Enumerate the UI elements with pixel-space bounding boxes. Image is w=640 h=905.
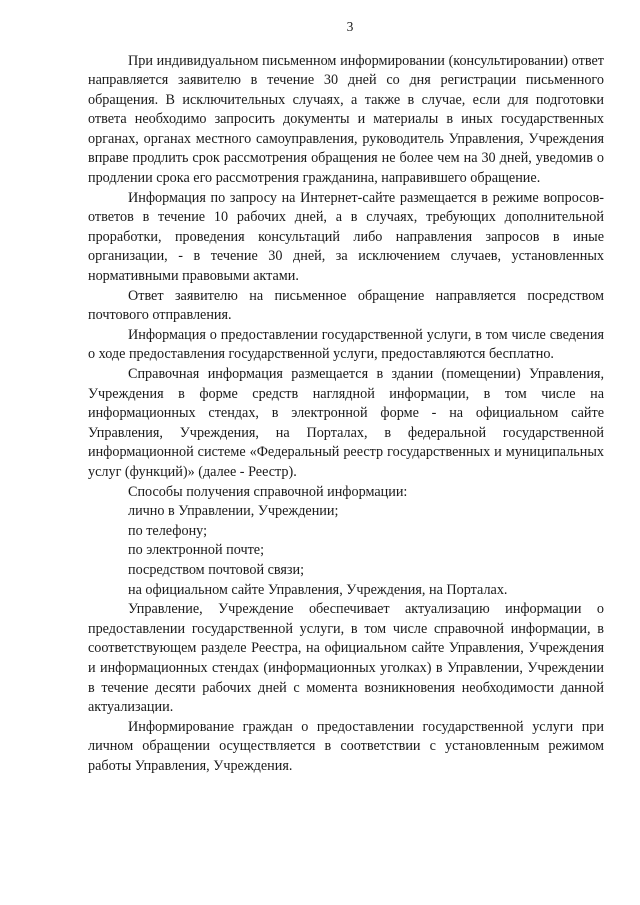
- page-number: 3: [346, 19, 354, 34]
- paragraph-actualization: Управление, Учреждение обеспечивает актуализацию информации о предоставлении государственной услуги, в том числе справочной информации, в соответствующем разделе Реестра, на официальном сайте Управления, Учреждения и информационных стендах (информационных уголках) в Управлении, Учреждении в течение десяти рабочих дней с момента возникновения необходимости данной актуализации.: [88, 601, 604, 716]
- paragraph-free-of-charge: Информация о предоставлении государственной услуги, в том числе сведения о ходе предоставления государственной услуги, предоставляются бесплатно.: [88, 326, 604, 363]
- list-item-phone: по телефону;: [128, 522, 208, 539]
- paragraph-reference-info: Справочная информация размещается в здании (помещении) Управления, Учреждения в форме средств наглядной информации, в том числе на информационных стендах, в электронной форме - на официальном сайте Управления, Учреждения, на Порталах, в федеральной государственной информационной системе «Федеральный реестр государственных и муниципальных услуг (функций)» (далее - Реестр).: [88, 366, 604, 480]
- list-item-post: посредством почтовой связи;: [128, 561, 305, 578]
- document-body: [88, 52, 604, 777]
- paragraph-postal-reply: Ответ заявителю на письменное обращение направляется посредством почтового отправления.: [88, 287, 604, 324]
- paragraph-ways-heading: Способы получения справочной информации:: [128, 483, 408, 500]
- paragraph-personal-visit: Информирование граждан о предоставлении государственной услуги при личном обращении осуществляется в соответствии с установленным режимом работы Управления, Учреждения.: [88, 718, 604, 774]
- list-item-email: по электронной почте;: [128, 542, 265, 559]
- list-item-website: на официальном сайте Управления, Учреждения, на Порталах.: [128, 581, 508, 598]
- paragraph-written-consultation: При индивидуальном письменном информировании (консультировании) ответ направляется заявителю в течение 30 дней со дня регистрации письменного обращения. В исключительных случаях, а также в случае, если для подготовки ответа необходимо запросить документы и материалы в иных государственных органах, органах местного самоуправления, руководитель Управления, Учреждения вправе продлить срок рассмотрения обращения не более чем на 30 дней, уведомив о продлении срока его рассмотрения гражданина, направившего обращение.: [88, 52, 604, 187]
- paragraph-internet-site-info: Информация по запросу на Интернет-сайте размещается в режиме вопросов-ответов в течение 10 рабочих дней, а в случаях, требующих дополнительной проработки, проведения консультаций либо направления запросов в иные организации, - в течение 30 дней, за исключением случаев, установленных нормативными правовыми актами.: [88, 189, 604, 285]
- list-item-in-person: лично в Управлении, Учреждении;: [128, 503, 339, 520]
